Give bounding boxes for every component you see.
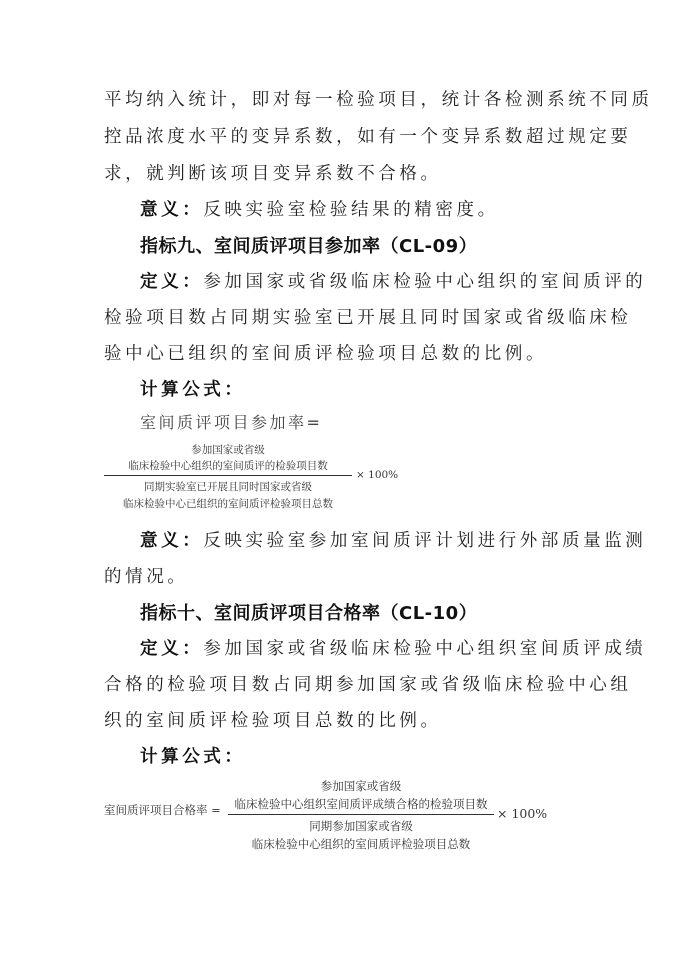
formula-name: 室间质评项目参加率= <box>140 413 323 432</box>
paragraph-line: 织的室间质评检验项目总数的比例。 <box>104 711 442 731</box>
definition-text: 参加国家或省级临床检验中心组织的室间质评的 <box>203 272 647 292</box>
formula-multiplier: × 100% <box>356 469 399 481</box>
fraction-bar <box>228 814 494 815</box>
formula-numerator-line: 参加国家或省级 <box>191 444 265 456</box>
paragraph-line: 控品浓度水平的变异系数，如有一个变异系数超过规定要 <box>104 127 632 147</box>
paragraph-line: 检验项目数占同期实验室已开展且同时国家或省级临床检 <box>104 308 632 328</box>
paragraph-line: 合格的检验项目数占同期参加国家或省级临床检验中心组 <box>104 675 632 695</box>
formula-numerator-line: 临床检验中心组织的室间质评的检验项目数 <box>128 460 328 472</box>
paragraph-line: 平均纳入统计，即对每一检验项目，统计各检测系统不同质 <box>104 90 653 110</box>
indicator-9-heading: 指标九、室间质评项目参加率（CL-09） <box>140 236 478 257</box>
fraction-bar <box>104 475 352 476</box>
meaning-label: 意义： <box>140 531 204 551</box>
formula-label: 计算公式： <box>140 380 246 400</box>
definition-paragraph <box>140 268 646 293</box>
formula-lhs: 室间质评项目合格率 = <box>104 803 221 817</box>
formula-multiplier: × 100% <box>497 806 548 821</box>
meaning-paragraph <box>140 196 499 221</box>
paragraph-line: 的情况。 <box>104 567 189 587</box>
formula-denominator-line: 同期参加国家或省级 <box>309 819 413 833</box>
formula-denominator-line: 同期实验室已开展且同时国家或省级 <box>144 481 312 493</box>
definition-paragraph <box>140 635 646 660</box>
definition-label: 定义： <box>140 272 204 292</box>
paragraph-line: 验中心已组织的室间质评检验项目总数的比例。 <box>104 344 548 364</box>
formula-numerator-line: 临床检验中心组织室间质评成绩合格的检验项目数 <box>234 797 488 811</box>
meaning-paragraph <box>140 527 646 552</box>
definition-text: 参加国家或省级临床检验中心组织室间质评成绩 <box>203 639 647 659</box>
indicator-10-heading: 指标十、室间质评项目合格率（CL-10） <box>140 603 478 624</box>
formula-denominator-line: 临床检验中心组织的室间质评检验项目总数 <box>251 837 471 851</box>
formula-numerator-line: 参加国家或省级 <box>320 779 402 793</box>
formula-denominator-line: 临床检验中心已组织的室间质评检验项目总数 <box>123 498 333 510</box>
meaning-text: 反映实验室参加室间质评计划进行外部质量监测 <box>203 531 647 551</box>
formula-label: 计算公式： <box>140 747 246 767</box>
meaning-text: 反映实验室检验结果的精密度。 <box>203 200 499 220</box>
paragraph-line: 求，就判断该项目变异系数不合格。 <box>104 164 442 184</box>
meaning-label: 意义： <box>140 200 204 220</box>
definition-label: 定义： <box>140 639 204 659</box>
